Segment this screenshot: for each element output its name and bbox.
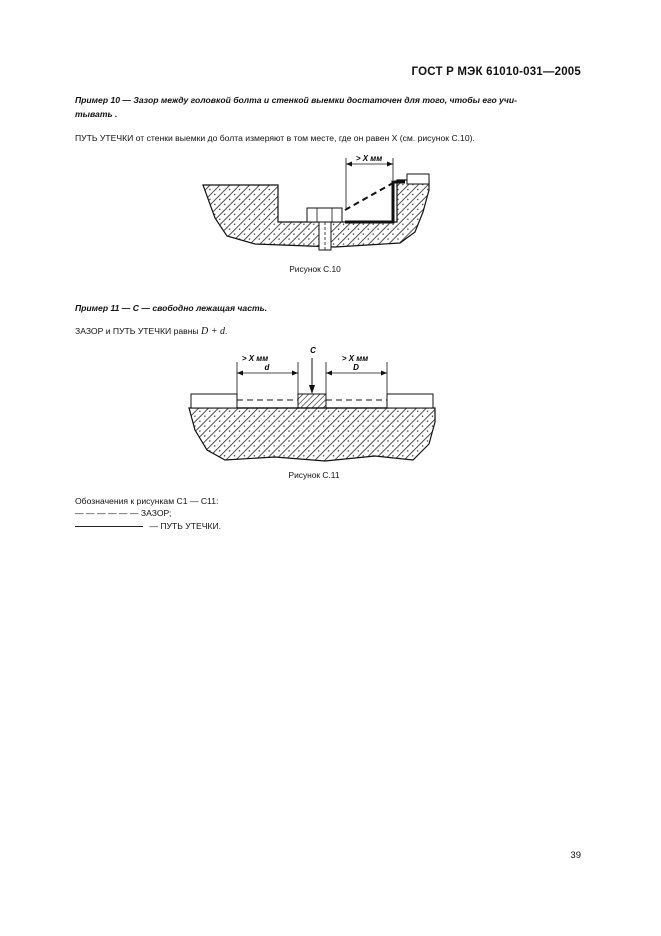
left-letter-d: d bbox=[264, 363, 270, 372]
figure-c11-caption: Рисунок С.11 bbox=[288, 470, 340, 480]
legend-dashed-symbol: — — — — — — bbox=[75, 508, 139, 518]
example-11-text bbox=[75, 324, 227, 339]
legend-dashed-label: ЗАЗОР; bbox=[140, 508, 172, 518]
example-11-formula: D + d bbox=[201, 326, 225, 337]
example-11-title: Пример 11 — С — свободно лежащая часть. bbox=[75, 303, 268, 313]
example-11-text-suffix: . bbox=[224, 326, 228, 336]
example-10-title bbox=[75, 93, 585, 121]
free-part-c bbox=[298, 394, 326, 408]
hatched-body bbox=[189, 408, 435, 461]
left-block bbox=[191, 394, 237, 408]
figure-c10-diagram bbox=[195, 150, 445, 260]
legend-clearance bbox=[75, 507, 171, 519]
left-dimension-label: > X мм bbox=[241, 354, 269, 363]
legend-solid-label: — ПУТЬ УТЕЧКИ. bbox=[149, 521, 222, 531]
example-10-title-line2: тывать . bbox=[75, 109, 118, 119]
raised-block bbox=[407, 174, 429, 184]
example-10-text: ПУТЬ УТЕЧКИ от стенки выемки до болта измеряют в том месте, где он равен X (см. рисунок С.10). bbox=[75, 133, 475, 143]
figure-c11-diagram bbox=[185, 342, 445, 464]
clearance-dashed-line bbox=[345, 183, 393, 210]
legend-creepage bbox=[75, 520, 221, 532]
example-11-text-prefix: ЗАЗОР и ПУТЬ УТЕЧКИ равны bbox=[75, 326, 201, 336]
bolt-head bbox=[307, 208, 342, 222]
right-block bbox=[387, 394, 433, 408]
right-dimension-label: > X мм bbox=[341, 354, 369, 363]
legend-intro: Обозначения к рисункам С1 — С11: bbox=[75, 496, 219, 506]
recess-wall bbox=[345, 182, 405, 222]
bolt-shank bbox=[319, 222, 331, 250]
example-10-title-line1: Пример 10 — Зазор между головкой болта и стенкой выемки достаточен для того, чтобы его учи- bbox=[75, 95, 518, 105]
dimension-label: > X мм bbox=[355, 154, 383, 163]
label-c: С bbox=[310, 346, 316, 355]
figure-c10-caption: Рисунок С.10 bbox=[289, 264, 341, 274]
document-header: ГОСТ Р МЭК 61010-031—2005 bbox=[411, 66, 581, 78]
right-letter-d: D bbox=[353, 363, 359, 372]
legend-solid-symbol bbox=[75, 526, 143, 527]
page-number: 39 bbox=[570, 850, 581, 861]
